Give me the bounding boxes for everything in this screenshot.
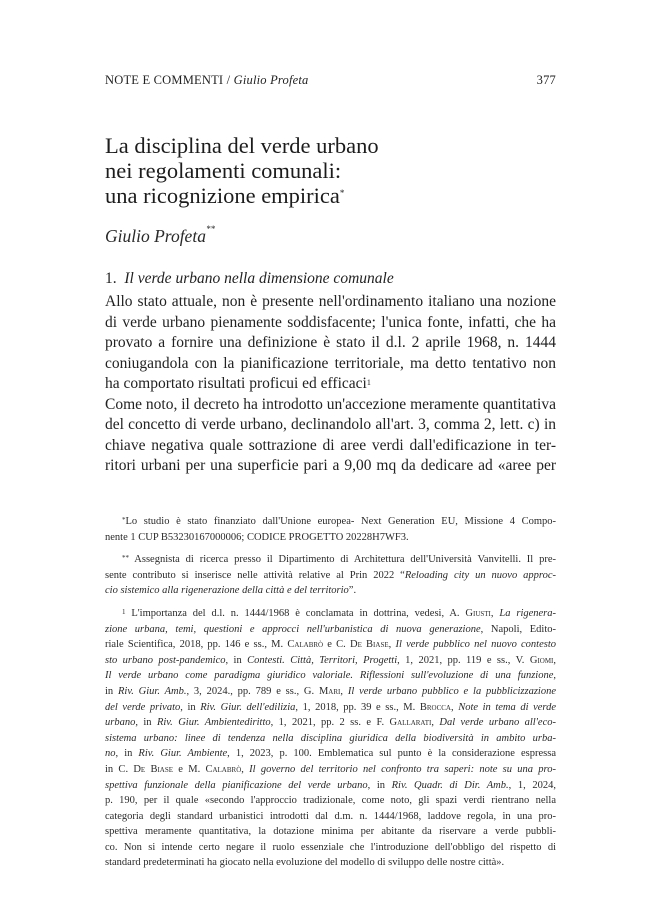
fn-text: , in — [180, 701, 201, 713]
section-number: 1. — [105, 270, 117, 287]
footnote-line — [105, 731, 556, 747]
fn-text: , Napoli, Edito- — [480, 623, 556, 635]
fn-work-title: Note in tema di verde — [458, 701, 557, 713]
title-line — [105, 183, 556, 208]
footnote-ref: 1 — [366, 378, 371, 387]
running-head — [105, 73, 556, 91]
section-heading — [105, 270, 394, 288]
fn-text: , — [431, 717, 440, 729]
fn-text: , — [450, 701, 459, 713]
body-line: Come noto, il decreto ha introdotto un'accezione meramente quantitativa — [105, 395, 556, 413]
body-line: coniugandola con la pianificazione territoriale, ma detto tentativo non — [105, 354, 556, 372]
body-line — [105, 374, 556, 395]
fn-text: , — [388, 639, 396, 651]
fn-work-title: Il verde urbano come paradigma giuridico valoriale. Riflessioni sull'evoluzione di una funzione — [105, 670, 554, 682]
fn-author: De Biase — [133, 763, 174, 775]
body-paragraphs — [105, 292, 556, 477]
footnote-line — [105, 778, 556, 794]
running-head-section: NOTE E COMMENTI — [105, 73, 224, 87]
footnote-line — [105, 715, 556, 731]
footnote-line — [105, 552, 556, 568]
fn-text: , — [241, 763, 250, 775]
body-line: di verde urbano pienamente soddisfacente; l'unica fonte, infatti, che ha — [105, 313, 556, 331]
fn-text: , in — [367, 779, 392, 791]
footnote-line: co. Non si intende certo negare il ruolo essenziale che l'introduzione dell'obbligo del rispetto di — [105, 841, 556, 853]
fn-text: , in — [225, 654, 248, 666]
fn-text: riale Scientifica, 2018, pp. 146 e ss., M. — [105, 639, 288, 651]
fn-work-title: sistema urbano: linee di tendenza nella disciplina giuridica della biodiversità in ambito urba- — [105, 732, 556, 744]
fn-work-title: La rigenera- — [499, 607, 557, 619]
footnote-text: cio sistemico alla rigenerazione della città e del territorio — [105, 585, 349, 597]
fn-author: Mari — [318, 685, 341, 697]
fn-journal: Riv. Quadr. di Dir. Amb. — [391, 779, 509, 791]
author-footnote-mark: ** — [205, 224, 215, 234]
fn-author: Giomi — [529, 654, 554, 666]
author-name: Giulio Profeta — [105, 226, 206, 246]
fn-text: in C. — [105, 763, 134, 775]
fn-journal: Contesti. Città, Territori, Progetti — [247, 654, 398, 666]
footnote-line — [105, 637, 556, 653]
fn-text: in — [105, 685, 118, 697]
fn-work-title: Il verde pubblico nel nuovo contesto — [395, 639, 557, 651]
section-title: Il verde urbano nella dimensione comunale — [124, 270, 394, 287]
fn-text: e C. — [323, 639, 350, 651]
footnote-line — [105, 568, 556, 584]
fn-author: Calabrò — [287, 639, 324, 651]
fn-work-title: urbano — [105, 717, 136, 729]
footnote-line — [105, 622, 556, 638]
fn-text: , — [553, 670, 556, 682]
body-line: provato a fornire una definizione è stato il d.l. 2 aprile 1968, n. 1444 — [105, 334, 556, 351]
fn-author: Gallarati — [389, 717, 432, 729]
fn-text: , 1, 2023, p. 100. Emblematica sul punto è la considerazione espressa — [227, 748, 556, 760]
article-author — [105, 226, 215, 247]
fn-work-title: spettiva funzionale della pianificazione del verde urbano — [105, 779, 368, 791]
running-head-left — [105, 73, 309, 88]
footnote-text: Assegnista di ricerca presso il Dipartimento di Architettura dell'Università Vanvitelli. Il pre- — [134, 554, 556, 566]
footnote-text: ”. — [348, 585, 357, 597]
body-line: Allo stato attuale, non è presente nell'ordinamento italiano una nozione — [105, 293, 556, 310]
fn-text: , 1, 2018, pp. 39 e ss., M. — [295, 701, 420, 713]
fn-text: , 1, 2024, — [508, 779, 556, 791]
footnote-mark: * — [122, 516, 126, 524]
fn-text: , in — [135, 717, 157, 729]
footnote-line — [105, 606, 556, 622]
footnote-line — [105, 668, 556, 684]
fn-work-title: no — [105, 748, 116, 760]
body-line-text: ha comportato risultati proficui ed efficaci — [105, 375, 367, 392]
fn-text: , 1, 2021, pp. 119 e ss., V. — [397, 654, 530, 666]
footnote-mark: ** — [122, 554, 129, 563]
fn-text: , — [490, 607, 500, 619]
title-line: La disciplina del verde urbano — [105, 133, 379, 158]
title-footnote-mark: * — [339, 188, 345, 198]
title-line: nei regolamenti comunali: — [105, 158, 342, 183]
footnote-1 — [105, 606, 556, 871]
fn-work-title: del verde privato — [105, 701, 181, 713]
fn-work-title: Il verde urbano pubblico e la pubblicizzazione — [347, 685, 557, 697]
footnote-line: p. 190, per il quale «secondo l'approccio tradizionale, come noto, gli spazi verdi rientrano nella — [105, 795, 556, 807]
footnote-text: Lo studio è stato finanziato dall'Unione europea- Next Generation EU, Missione 4 Compo- — [125, 516, 556, 527]
footnote-text: sente contributo si inserisce nelle attività relative al Prin 2022 “ — [105, 569, 405, 581]
footnote-line: categoria degli standard urbanistici introdotti dal d.m. n. 1444/1968, laddove regola, in una pro- — [105, 810, 556, 822]
title-line-text: una ricognizione empirica — [105, 183, 340, 208]
footnote-line — [105, 700, 556, 716]
fn-text: e M. — [173, 763, 206, 775]
fn-journal: Riv. Giur. dell'edilizia — [200, 701, 296, 713]
fn-text: , 1, 2021, pp. 2 ss. e F. — [270, 717, 390, 729]
fn-journal: Riv. Giur. Ambientediritto — [156, 717, 271, 729]
fn-work-title: zione urbana, temi, questioni e approcci nell'urbanistica di nuova generazione — [105, 623, 481, 635]
footnote-text: Reloading city un nuovo approc- — [404, 569, 557, 581]
fn-work-title: Il governo del territorio nel confronto tra saperi: note su una pro- — [249, 763, 557, 775]
fn-text: L'importanza del d.l. n. 1444/1968 è conclamata in dottrina, vedesi, A. — [131, 607, 466, 619]
fn-journal: Riv. Giur. Ambiente — [138, 748, 228, 760]
page-number: 377 — [536, 73, 556, 87]
running-head-author: Giulio Profeta — [233, 73, 309, 87]
fn-text: , — [553, 654, 557, 666]
fn-text: , 3, 2024., pp. 789 e ss., G. — [186, 685, 319, 697]
fn-text: , in — [115, 748, 139, 760]
footnote-mark: 1 — [122, 607, 126, 616]
footnote-line — [105, 762, 556, 778]
footnote-line: nente 1 CUP B53230167000006; CODICE PROGETTO 20228H7WF3. — [105, 531, 409, 543]
running-head-separator: / — [223, 73, 234, 87]
footnote-line — [105, 653, 556, 669]
fn-author: De Biase — [350, 639, 389, 651]
footnote-star — [105, 514, 556, 545]
footnote-line — [105, 514, 556, 530]
footnote-line — [105, 684, 556, 700]
footnotes — [105, 514, 556, 878]
fn-author: Brocca — [419, 701, 451, 713]
fn-author: Giusti — [465, 607, 491, 619]
body-line: ritori urbani per una superficie pari a 9,00 mq da dedicare ad «aree per — [105, 457, 556, 474]
footnote-line — [105, 746, 556, 762]
footnote-double-star — [105, 552, 556, 599]
article-title — [105, 133, 556, 208]
footnote-line — [105, 583, 556, 599]
footnote-line: standard predeterminati ha giocato nella evoluzione del modello di sviluppo delle nostre città». — [105, 857, 505, 869]
fn-author: Calabrò — [205, 763, 242, 775]
fn-work-title: sto urbano post-pandemico — [105, 654, 226, 666]
footnote-line: spettiva meramente quantitativa, la dotazione minima per abitante da riservare a verde pubbli- — [105, 826, 556, 838]
fn-text: , — [340, 685, 348, 697]
fn-journal: Riv. Giur. Amb. — [118, 685, 187, 697]
fn-work-title: Dal verde urbano all'eco- — [439, 717, 556, 729]
body-line: del concetto di verde urbano, declinandolo all'art. 3, comma 2, lett. c) in — [105, 416, 556, 433]
body-line: chiave negativa quale sottrazione di aree verdi dall'edificazione in ter- — [105, 436, 556, 454]
